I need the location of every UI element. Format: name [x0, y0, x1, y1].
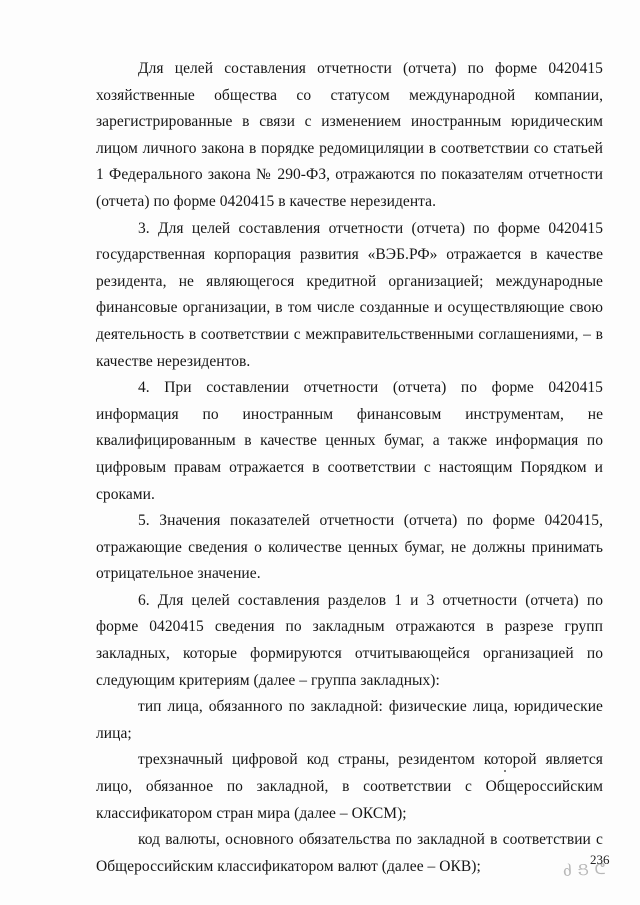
paragraph-5-otricatelnoe-znachenie: 5. Значения показателей отчетности (отчета) по форме 0420415, отражающие сведения о количестве ценных бумаг, не должны принимать отрицательное значение.: [96, 512, 603, 583]
paragraph-4-finansovye-instrumenty: 4. При составлении отчетности (отчета) по форме 0420415 информация по иностранным финансовым инструментам, не квалифицированным в качестве ценных бумаг, а также информация по цифровым правам отражается в соответствии с настоящим Порядком и сроками.: [96, 379, 603, 503]
faint-stamp-mark: ძ Ց ᕦ: [562, 861, 607, 881]
paragraph-kod-strany: трехзначный цифровой код страны, резидентом которой является лицо, обязанное по закладной, в соответствии с Общероссийским классификатором стран мира (далее – ОКСМ);: [96, 751, 603, 822]
paragraph-6-gruppy-zakladnyh: 6. Для целей составления разделов 1 и 3 отчетности (отчета) по форме 0420415 сведения по закладным отражаются в разрезе групп закладных, которые формируются отчитывающейся организацией по следующим критериям (далее – группа закладных):: [96, 591, 603, 689]
document-body: [96, 56, 603, 880]
paragraph-3-veb-rf: 3. Для целей составления отчетности (отчета) по форме 0420415 государственная корпорация развития «ВЭБ.РФ» отражается в качестве резидента, не являющегося кредитной организацией; международные финансовые организации, в том числе созданные и осуществляющие свою деятельность в соответствии с межправительственными соглашениями, – в качестве нерезидентов.: [96, 219, 603, 370]
page-number: 236: [590, 852, 610, 867]
paragraph-tip-lica: тип лица, обязанного по закладной: физические лица, юридические лица;: [96, 698, 603, 742]
scan-speck: [504, 770, 506, 772]
paragraph-mezhdunarodnye-kompanii: Для целей составления отчетности (отчета) по форме 0420415 хозяйственные общества со статусом международной компании, зарегистрированные в связи с изменением иностранным юридическим лицом личного закона в порядке редомициляции в соответствии со статьей 1 Федерального закона № 290-ФЗ, отражаются по показателям отчетности (отчета) по форме 0420415 в качестве нерезидента.: [96, 60, 603, 210]
paragraph-kod-valyuty: код валюты, основного обязательства по закладной в соответствии с Общероссийским классификатором валют (далее – ОКВ);: [96, 831, 603, 875]
